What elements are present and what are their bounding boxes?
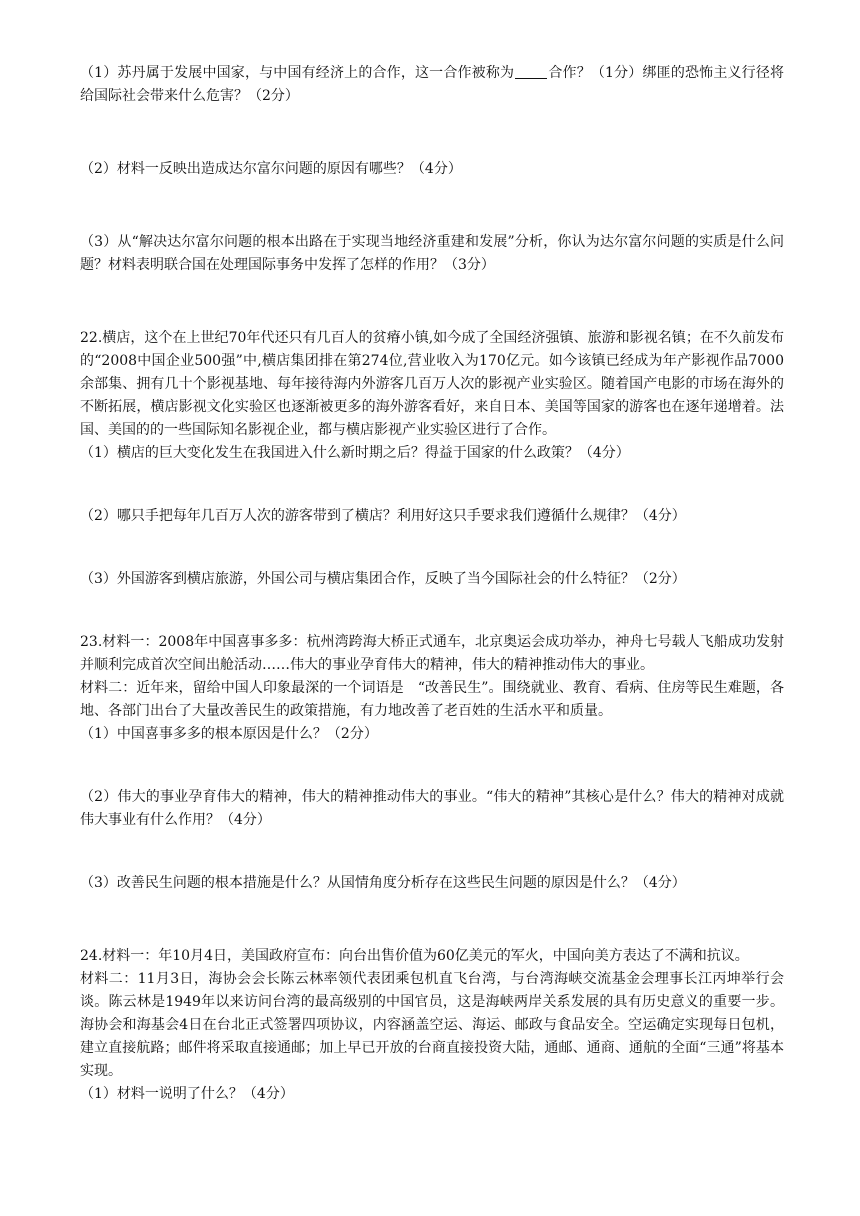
- answer-space[interactable]: [80, 465, 784, 505]
- q23-material-2: 材料二：近年来，留给中国人印象最深的一个词语是 “改善民生”。围绕就业、教育、看病、住房等民生难题，各地、各部门出台了大量改善民生的政策措施，有力地改善了老百姓的生活水平和质量。: [80, 680, 784, 719]
- fill-in-blank[interactable]: [515, 64, 547, 79]
- q22-sub1-question: （1）横店的巨大变化发生在我国进入什么新时期之后？得益于国家的什么政策？（4分）: [80, 445, 630, 461]
- q21-sub1-text-b: 合作？（1分）绑匪的恐怖主义行径将给国际社会带来什么危害？（2分）: [80, 65, 785, 104]
- q23-sub1-question: （1）中国喜事多多的根本原因是什么？（2分）: [80, 726, 378, 742]
- answer-space[interactable]: [80, 591, 784, 631]
- question-21-section: [80, 62, 784, 327]
- question-23-section: [80, 631, 784, 945]
- q24-material-1: 24.材料一：年10月4日，美国政府宣布：向台出售价值为60亿美元的军火，中国向美方表达了不满和抗议。: [80, 948, 749, 964]
- answer-space[interactable]: [80, 746, 784, 786]
- q22-sub3-question: （3）外国游客到横店旅游，外国公司与横店集团合作，反映了当今国际社会的什么特征？（2分）: [80, 571, 686, 587]
- question-22-section: [80, 327, 784, 631]
- q21-sub2-question: （2）材料一反映出造成达尔富尔问题的原因有哪些？（4分）: [80, 161, 462, 177]
- q21-sub1-question: [80, 62, 784, 108]
- answer-space[interactable]: [80, 895, 784, 945]
- q24-material-2: 材料二：11月3日，海协会会长陈云林率领代表团乘包机直飞台湾，与台湾海峡交流基金会理事长江丙坤举行会谈。陈云林是1949年以来访问台湾的最高级别的中国官员，这是海峡两岸关系发展的具有历史意义的重要一步。海协会和海基会4日在台北正式签署四项协议，内容涵盖空运、海运、邮政与食品安全。空运确定实现每日包机，建立直接航路；邮件将采取直接通邮；加上早已开放的台商直接投资大陆，通邮、通商、通航的全面“三通”将基本实现。: [80, 971, 784, 1079]
- q24-sub1-question: （1）材料一说明了什么？（4分）: [80, 1086, 294, 1102]
- answer-space[interactable]: [80, 181, 784, 231]
- exam-page: [80, 62, 784, 1106]
- q23-material-1: 23.材料一：2008年中国喜事多多：杭州湾跨海大桥正式通车，北京奥运会成功举办，神舟七号载人飞船成功发射并顺利完成首次空间出舱活动……伟大的事业孕育伟大的精神，伟大的精神推动伟大的事业。: [80, 634, 784, 673]
- answer-space[interactable]: [80, 528, 784, 568]
- q21-sub3-question: （3）从“解决达尔富尔问题的根本出路在于实现当地经济重建和发展”分析，你认为达尔富尔问题的实质是什么问题？材料表明联合国在处理国际事务中发挥了怎样的作用？（3分）: [80, 234, 784, 273]
- q22-material: 22.横店，这个在上世纪70年代还只有几百人的贫瘠小镇,如今成了全国经济强镇、旅游和影视名镇；在不久前发布的“2008中国企业500强”中,横店集团排在第274位,营业收入为170亿元。如今该镇已经成为年产影视作品7000余部集、拥有几十个影视基地、每年接待海内外游客几百万人次的影视产业实验区。随着国产电影的市场在海外的不断拓展，横店影视文化实验区也逐渐被更多的海外游客看好，来自日本、美国等国家的游客也在逐年递增着。法国、美国的的一些国际知名影视企业，都与横店影视产业实验区进行了合作。: [80, 330, 784, 438]
- q22-sub2-question: （2）哪只手把每年几百万人次的游客带到了横店？利用好这只手要求我们遵循什么规律？（4分）: [80, 508, 686, 524]
- answer-space[interactable]: [80, 277, 784, 327]
- answer-space[interactable]: [80, 108, 784, 158]
- question-24-section: [80, 945, 784, 1106]
- q23-sub3-question: （3）改善民生问题的根本措施是什么？从国情角度分析存在这些民生问题的原因是什么？（4分）: [80, 875, 686, 891]
- q23-sub2-question: （2）伟大的事业孕育伟大的精神，伟大的精神推动伟大的事业。“伟大的精神”其核心是什么？伟大的精神对成就伟大事业有什么作用？（4分）: [80, 789, 784, 828]
- answer-space[interactable]: [80, 832, 784, 872]
- q21-sub1-text-a: （1）苏丹属于发展中国家，与中国有经济上的合作，这一合作被称为: [80, 65, 515, 81]
